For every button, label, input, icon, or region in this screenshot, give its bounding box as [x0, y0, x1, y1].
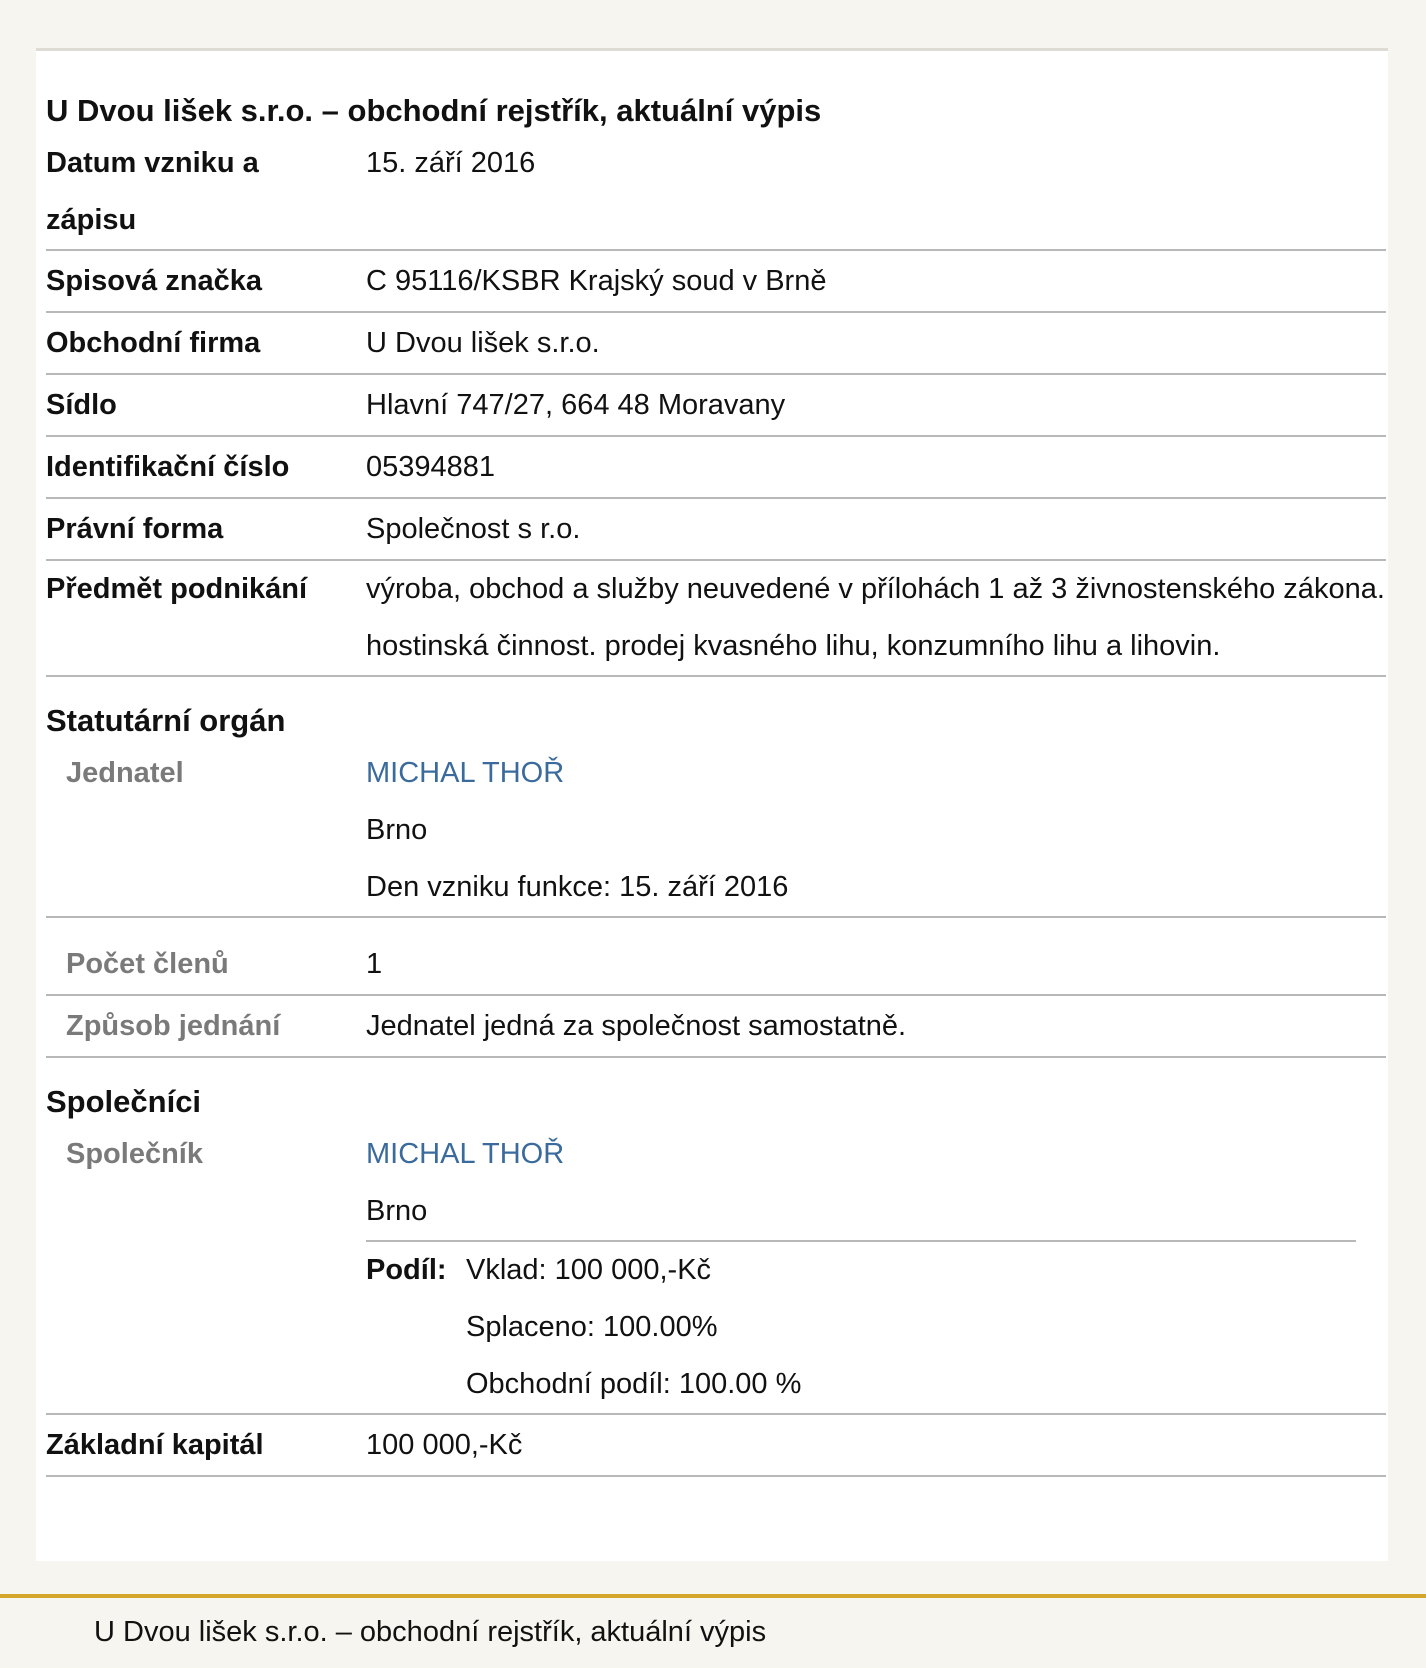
row-obchodni-firma — [46, 313, 1386, 375]
share-label: Podíl: — [366, 1254, 447, 1286]
row-value: Hlavní 747/27, 664 48 Moravany — [366, 389, 786, 421]
row-predmet-podnikani — [46, 561, 1386, 677]
row-value: Jednatel jedná za společnost samostatně. — [366, 1010, 907, 1042]
row-label: Sídlo — [46, 389, 117, 421]
row-label: Předmět podnikání — [46, 573, 308, 605]
row-value: 100 000,-Kč — [366, 1429, 523, 1461]
person-city: Brno — [366, 814, 428, 846]
person-city: Brno — [366, 1195, 428, 1227]
footer-accent-divider — [0, 1594, 1426, 1598]
share-vklad: Vklad: 100 000,-Kč — [466, 1254, 712, 1286]
footer-caption: U Dvou lišek s.r.o. – obchodní rejstřík, aktuální výpis — [94, 1616, 767, 1648]
row-label: Identifikační číslo — [46, 451, 290, 483]
row-value: výroba, obchod a služby neuvedené v přílohách 1 až 3 živnostenského zákona. hostinská činnost. prodej kvasného lihu, konzumního lihu a lihovin. — [366, 573, 1385, 662]
row-pocet-clenu — [46, 918, 1386, 996]
row-label: Jednatel — [66, 757, 184, 789]
row-value: 05394881 — [366, 451, 496, 483]
row-label: Základní kapitál — [46, 1429, 264, 1461]
share-splaceno: Splaceno: 100.00% — [466, 1311, 718, 1343]
row-value — [366, 1126, 1386, 1413]
page-title: U Dvou lišek s.r.o. – obchodní rejstřík, aktuální výpis — [46, 93, 822, 128]
row-jednatel — [46, 745, 1386, 918]
section-heading-statutarni-organ: Statutární orgán — [46, 703, 286, 738]
row-label: Datum vzniku a zápisu — [46, 147, 259, 236]
row-value: Společnost s r.o. — [366, 513, 581, 545]
row-label: Počet členů — [66, 948, 229, 980]
function-since: Den vzniku funkce: 15. září 2016 — [366, 871, 789, 903]
row-label: Spisová značka — [46, 265, 262, 297]
section-heading-spolecnici: Společníci — [46, 1084, 202, 1119]
share-details — [466, 1242, 801, 1413]
registry-content — [46, 91, 1386, 1477]
registry-card — [36, 51, 1388, 1561]
row-spisova-znacka — [46, 251, 1386, 313]
row-label: Způsob jednání — [66, 1010, 281, 1042]
row-label: Společník — [66, 1138, 203, 1170]
row-pravni-forma — [46, 499, 1386, 561]
row-zakladni-kapital — [46, 1415, 1386, 1477]
row-value: 1 — [366, 948, 383, 980]
row-value: C 95116/KSBR Krajský soud v Brně — [366, 265, 827, 297]
row-spolecnik — [46, 1126, 1386, 1415]
row-label: Právní forma — [46, 513, 224, 545]
row-value: 15. září 2016 — [366, 147, 536, 179]
share-obchodni-podil: Obchodní podíl: 100.00 % — [466, 1368, 802, 1400]
row-label: Obchodní firma — [46, 327, 261, 359]
row-zpusob-jednani — [46, 996, 1386, 1058]
share-block — [366, 1240, 1356, 1413]
person-link-jednatel[interactable]: MICHAL THOŘ — [366, 757, 565, 789]
person-link-spolecnik[interactable]: MICHAL THOŘ — [366, 1138, 565, 1170]
row-datum-vzniku — [46, 135, 1386, 251]
row-identifikacni-cislo — [46, 437, 1386, 499]
row-value: U Dvou lišek s.r.o. — [366, 327, 600, 359]
row-value — [366, 745, 1386, 916]
row-sidlo — [46, 375, 1386, 437]
